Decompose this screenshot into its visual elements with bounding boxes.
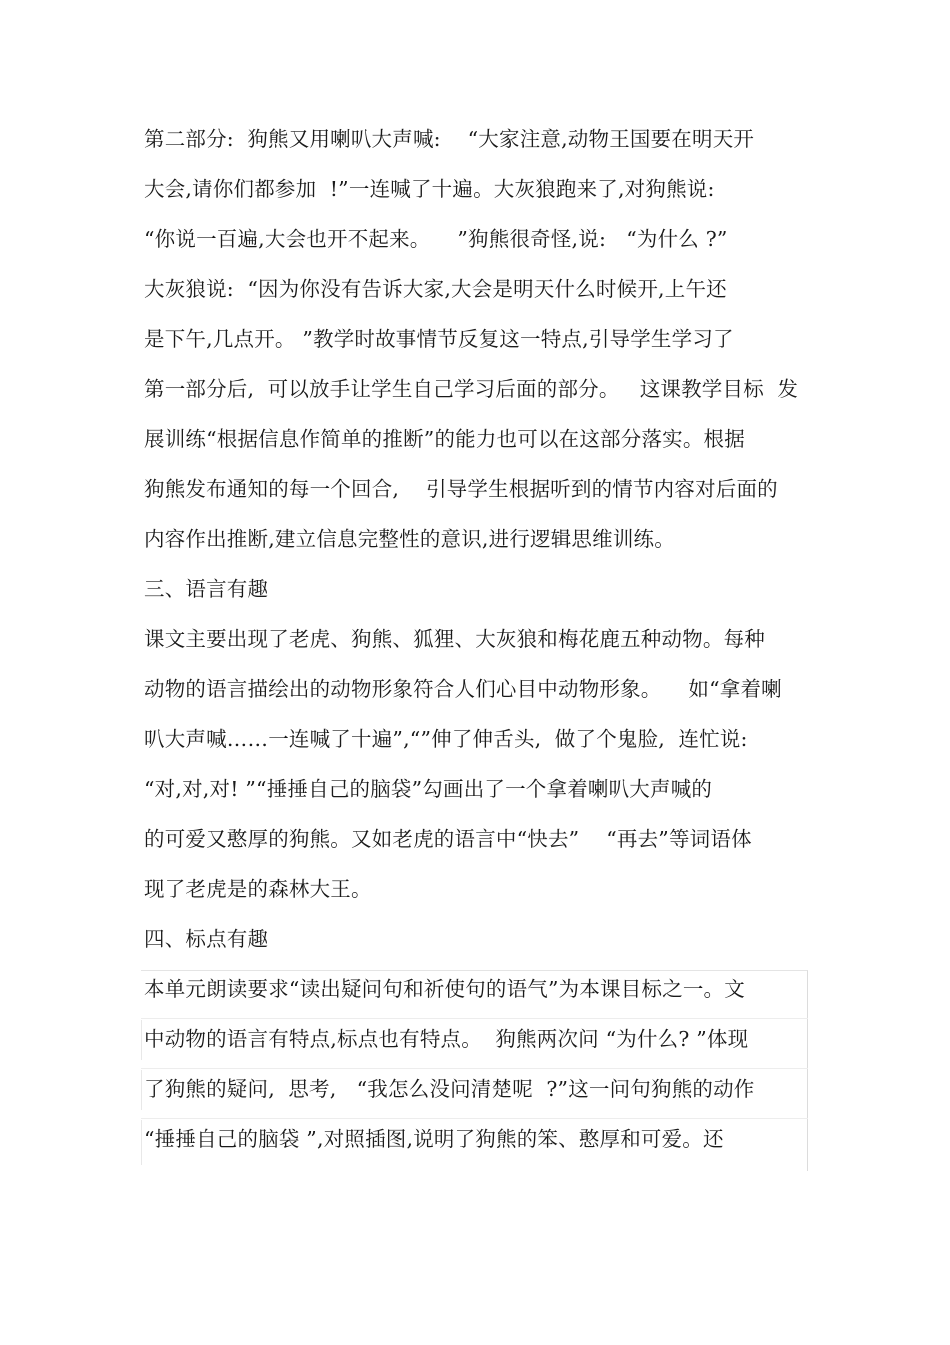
paragraph-line: 展训练“根据信息作简单的推断”的能力也可以在这部分落实。根据	[144, 427, 745, 451]
block-left-edge	[141, 1020, 142, 1060]
section-heading: 三、语言有趣	[144, 577, 269, 601]
block-left-edge	[141, 1070, 142, 1110]
paragraph-line: 大会,请你们都参加 !”一连喊了十遍。大灰狼跑来了,对狗熊说:	[144, 177, 715, 201]
paragraph-line: “对,对,对! ”“捶捶自己的脑袋”勾画出了一个拿着喇叭大声喊的	[144, 777, 713, 801]
paragraph-line: 第一部分后, 可以放手让学生自己学习后面的部分。 这课教学目标 发	[144, 377, 799, 401]
paragraph-line: 第二部分: 狗熊又用喇叭大声喊: “大家注意,动物王国要在明天开	[144, 127, 755, 151]
paragraph-line: 内容作出推断,建立信息完整性的意识,进行逻辑思维训练。	[144, 527, 675, 551]
paragraph-line: 是下午,几点开。 ”教学时故事情节反复这一特点,引导学生学习了	[144, 327, 734, 351]
block-line-separator	[141, 1068, 808, 1069]
paragraph-line: 叭大声喊……一连喊了十遍”,“”伸了伸舌头, 做了个鬼脸, 连忙说:	[144, 727, 748, 751]
paragraph-line: 现了老虎是的森林大王。	[144, 877, 372, 901]
block-line-separator	[141, 1018, 808, 1019]
paragraph-line: “捶捶自己的脑袋 ”,对照插图,说明了狗熊的笨、憨厚和可爱。还	[144, 1127, 724, 1151]
paragraph-line: 课文主要出现了老虎、狗熊、狐狸、大灰狼和梅花鹿五种动物。每种	[144, 627, 765, 651]
paragraph-line: 本单元朗读要求“读出疑问句和祈使句的语气”为本课目标之一。文	[144, 977, 745, 1001]
paragraph-line: 狗熊发布通知的每一个回合, 引导学生根据听到的情节内容对后面的	[144, 477, 778, 501]
paragraph-line: 动物的语言描绘出的动物形象符合人们心目中动物形象。 如“拿着喇	[144, 677, 782, 701]
paragraph-line: 中动物的语言有特点,标点也有特点。 狗熊两次问 “为什么? ”体现	[144, 1027, 749, 1051]
paragraph-line: 大灰狼说: “因为你没有告诉大家,大会是明天什么时候开,上午还	[144, 277, 727, 301]
paragraph-line: 了狗熊的疑问, 思考, “我怎么没问清楚呢 ?”这一问句狗熊的动作	[144, 1077, 755, 1101]
block-line-separator	[141, 1118, 808, 1119]
paragraph-line: 的可爱又憨厚的狗熊。又如老虎的语言中“快去” “再去”等词语体	[144, 827, 752, 851]
section-heading: 四、标点有趣	[144, 927, 269, 951]
paragraph-line: “你说一百遍,大会也开不起来。 ”狗熊很奇怪,说: “为什么 ?”	[144, 227, 728, 251]
block-left-edge	[141, 1120, 142, 1165]
